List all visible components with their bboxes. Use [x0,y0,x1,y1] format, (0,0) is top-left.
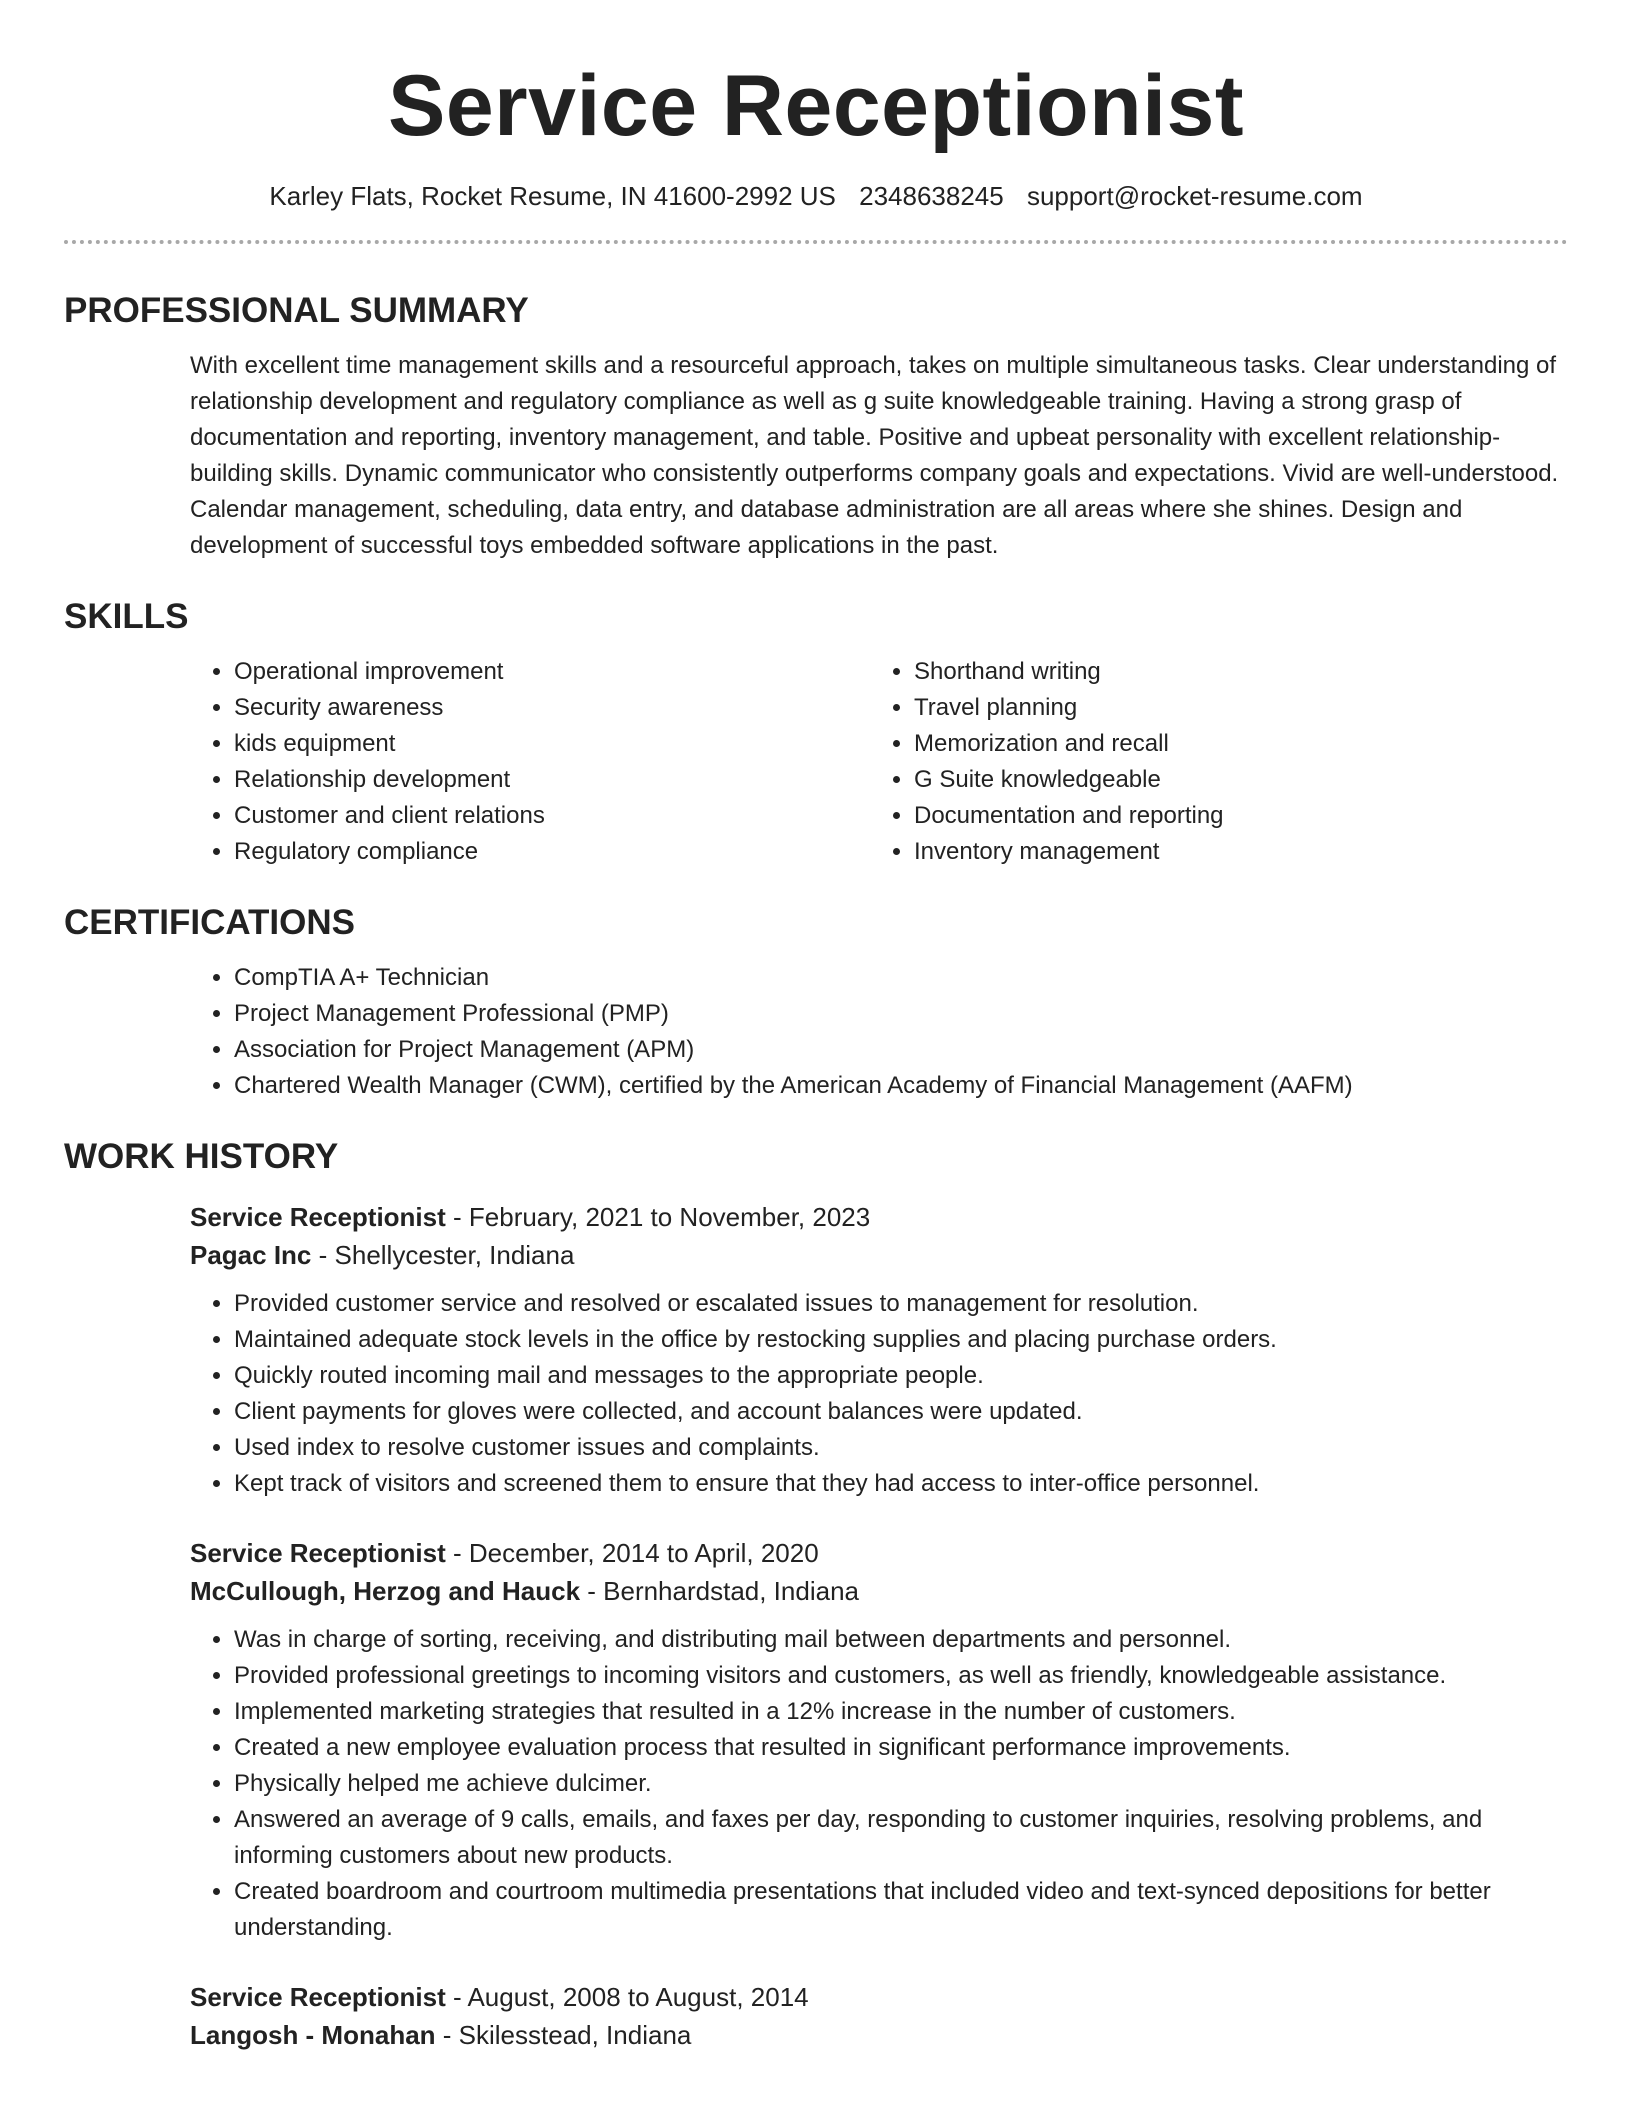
job-company: Pagac Inc [190,1240,312,1270]
contact-address: Karley Flats, Rocket Resume, IN 41600-2992 US [269,181,836,211]
job-duty-item: • Provided customer service and resolved or escalated issues to management for resolution. [234,1286,1568,1322]
resume-name-title: Service Receptionist [387,58,1245,154]
certification-item: • CompTIA A+ Technician [234,960,1568,996]
job-duty-item: • Provided professional greetings to incoming visitors and customers, as well as friendly, knowledgeable assistance. [234,1658,1568,1694]
job-dates: - December, 2014 to April, 2020 [445,1538,819,1568]
skills-list-left [190,654,870,870]
job-duties-list [190,1286,1568,1502]
skill-item: • Security awareness [234,690,870,726]
job-role: Service Receptionist [190,1538,446,1568]
skill-item: • Inventory management [914,834,1568,870]
header-divider [64,240,1568,244]
job-company: McCullough, Herzog and Hauck [190,1576,581,1606]
job-entry [190,1978,1568,2054]
job-dates: - February, 2021 to November, 2023 [445,1202,871,1232]
job-duty-item: • Was in charge of sorting, receiving, and distributing mail between departments and personnel. [234,1622,1568,1658]
job-title-line [190,1534,1568,1572]
job-duty-item: • Created boardroom and courtroom multimedia presentations that included video and text-synced depositions for better understanding. [234,1874,1568,1946]
job-entry [190,1198,1568,1502]
skill-item: • Documentation and reporting [914,798,1568,834]
job-title-line [190,1198,1568,1236]
skill-item: • Memorization and recall [914,726,1568,762]
job-location: - Skilesstead, Indiana [435,2020,692,2050]
job-company-line [190,1236,1568,1274]
certification-item: • Association for Project Management (APM) [234,1032,1568,1068]
certifications-list [190,960,1568,1104]
job-role: Service Receptionist [190,1202,446,1232]
job-duty-item: • Maintained adequate stock levels in the office by restocking supplies and placing purchase orders. [234,1322,1568,1358]
job-entry [190,1534,1568,1946]
contact-email: support@rocket-resume.com [1026,181,1363,211]
job-duty-item: • Answered an average of 9 calls, emails, and faxes per day, responding to customer inquiries, resolving problems, and informing customers about new products. [234,1802,1568,1874]
job-title-line [190,1978,1568,2016]
skill-item: • Operational improvement [234,654,870,690]
skills-section [64,594,1568,870]
contact-line [64,178,1568,214]
work-history-heading: WORK HISTORY [64,1137,339,1176]
work-history-body [190,1198,1568,2054]
skill-item: • Customer and client relations [234,798,870,834]
job-role: Service Receptionist [190,1982,446,2012]
summary-body [190,348,1568,564]
job-duty-item: • Quickly routed incoming mail and messages to the appropriate people. [234,1358,1568,1394]
summary-heading: PROFESSIONAL SUMMARY [64,291,529,330]
job-location: - Shellycester, Indiana [311,1240,575,1270]
skill-item: • Relationship development [234,762,870,798]
job-duty-item: • Kept track of visitors and screened them to ensure that they had access to inter-office personnel. [234,1466,1568,1502]
skills-list-right [870,654,1568,870]
certification-item: • Project Management Professional (PMP) [234,996,1568,1032]
job-duty-item: • Physically helped me achieve dulcimer. [234,1766,1568,1802]
job-company-line [190,1572,1568,1610]
job-duty-item: • Client payments for gloves were collected, and account balances were updated. [234,1394,1568,1430]
skill-item: • Shorthand writing [914,654,1568,690]
job-duty-item: • Used index to resolve customer issues and complaints. [234,1430,1568,1466]
certifications-body [190,960,1568,1104]
work-history-section [64,1134,1568,2054]
skills-heading: SKILLS [64,597,189,636]
certifications-heading: CERTIFICATIONS [64,903,356,942]
job-duty-item: • Created a new employee evaluation process that resulted in significant performance improvements. [234,1730,1568,1766]
job-duties-list [190,1622,1568,1946]
summary-text: With excellent time management skills and a resourceful approach, takes on multiple simultaneous tasks. Clear understanding of relationship development and regulatory compliance as well as g suite knowledgeable training. Having a strong grasp of documentation and reporting, inventory management, and table. Positive and upbeat personality with excellent relationship-building skills. Dynamic communicator who consistently outperforms company goals and expectations. Vivid are well-understood. Calendar management, scheduling, data entry, and database administration are all areas where she shines. Design and development of successful toys embedded software applications in the past. [190,352,1559,559]
job-company-line [190,2016,1568,2054]
contact-phone: 2348638245 [859,181,1004,211]
job-location: - Bernhardstad, Indiana [580,1576,859,1606]
summary-section [64,288,1568,564]
job-company: Langosh - Monahan [190,2020,436,2050]
job-dates: - August, 2008 to August, 2014 [445,1982,809,2012]
skill-item: • G Suite knowledgeable [914,762,1568,798]
skill-item: • Regulatory compliance [234,834,870,870]
skills-grid [190,640,1568,870]
certifications-section [64,900,1568,1104]
certification-item: • Chartered Wealth Manager (CWM), certified by the American Academy of Financial Management (AAFM) [234,1068,1568,1104]
skill-item: • kids equipment [234,726,870,762]
skill-item: • Travel planning [914,690,1568,726]
job-duty-item: • Implemented marketing strategies that resulted in a 12% increase in the number of customers. [234,1694,1568,1730]
